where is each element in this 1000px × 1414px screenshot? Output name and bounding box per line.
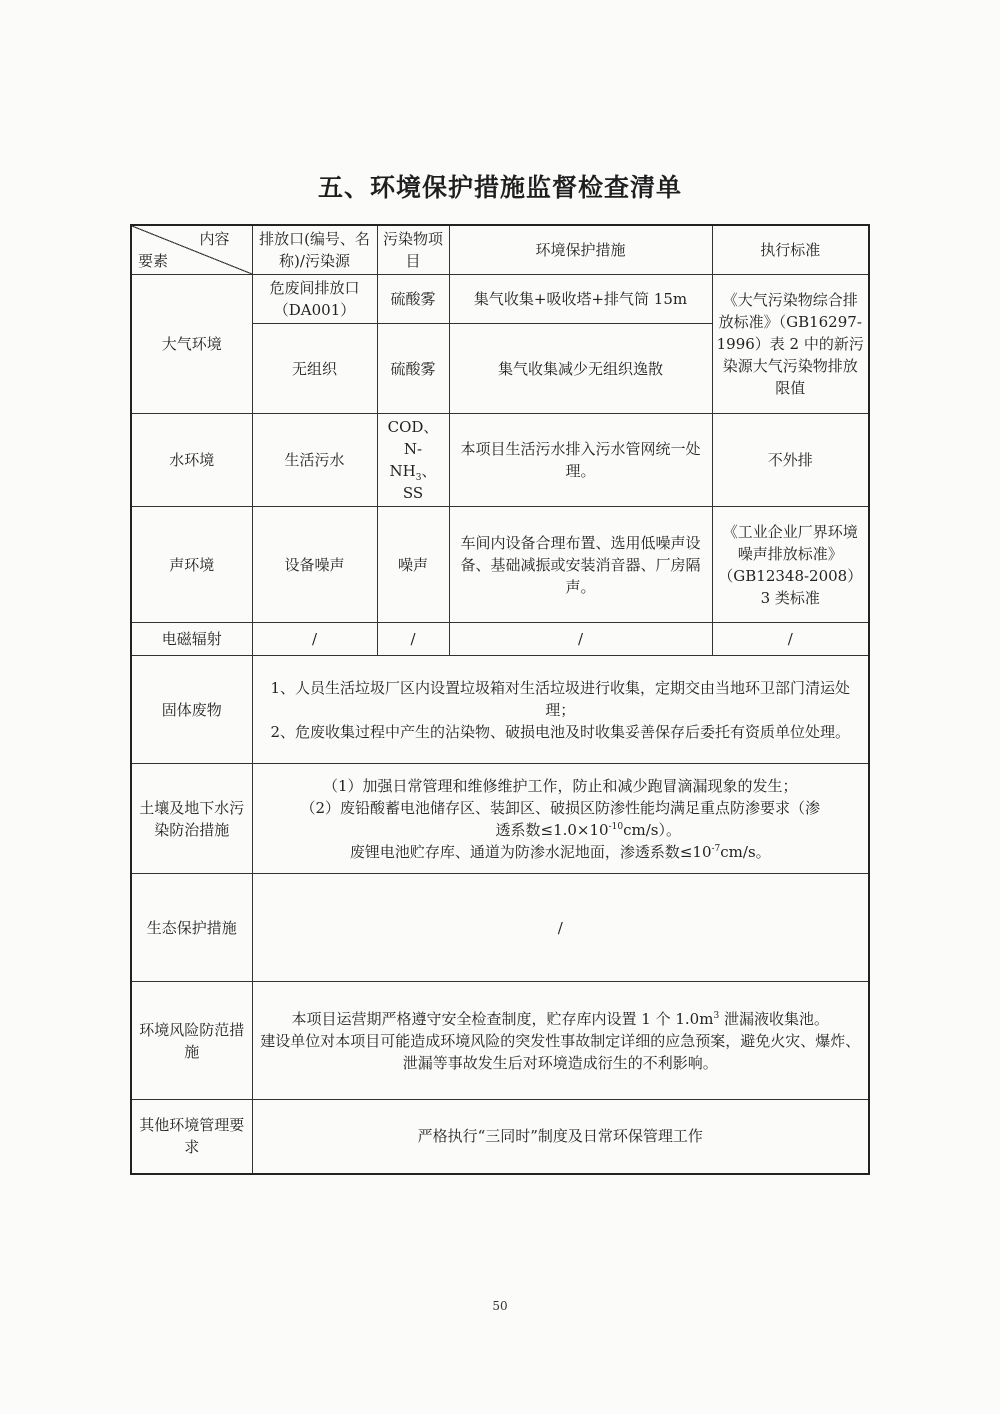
header-measures: 环境保护措施 [449,225,712,275]
water-pollutant [377,414,449,507]
table-row [131,507,869,623]
table-header-row [131,225,869,275]
water-pollutant-nh3: $N-NH_3$、 [389,440,437,483]
em-outlet: / [252,623,377,656]
table-row [131,764,869,874]
page-number: 50 [492,1299,508,1313]
solid-label: 固体废物 [131,656,252,764]
noise-label: 声环境 [131,507,252,623]
water-label: 水环境 [131,414,252,507]
water-pollutant-cod: COD、 [387,418,439,436]
header-pollutant: 污染物项目 [377,225,449,275]
soil-line-2: （2）废铅酸蓄电池储存区、装卸区、破损区防渗性能均满足重点防渗要求（渗 [300,798,821,817]
air-measure-2: 集气收集减少无组织逸散 [449,324,712,414]
table-row [131,1100,869,1174]
air-outlet-1: 危废间排放口（DA001） [252,275,377,324]
air-label: 大气环境 [131,275,252,414]
table-row [131,414,869,507]
table-row [131,623,869,656]
page-title: 五、环境保护措施监督检查清单 [317,173,682,202]
risk-line-1: 本项目运营期严格遵守安全检查制度，贮存库内设置 1 个 $1.0m^3$ 泄漏液收集池。 [291,1009,829,1028]
inspection-table [130,224,870,1175]
other-label: 其他环境管理要求 [131,1100,252,1174]
noise-measure: 车间内设备合理布置、选用低噪声设备、基础减振或安装消音器、厂房隔声。 [449,507,712,623]
soil-label: 土壤及地下水污染防治措施 [131,764,252,874]
solid-line-2: 2、危废收集过程中产生的沾染物、破损电池及时收集妥善保存后委托有资质单位处理。 [270,722,851,741]
eco-label: 生态保护措施 [131,874,252,982]
soil-line-3: 透系数$\le 1.0\times 10^{-10}cm/s$）。 [495,820,681,839]
water-measure: 本项目生活污水排入污水管网统一处理。 [449,414,712,507]
solid-line-1: 1、人员生活垃圾厂区内设置垃圾箱对生活垃圾进行收集，定期交由当地环卫部门清运处理； [270,678,851,719]
table-row [131,275,869,324]
air-measure-1: 集气收集+吸收塔+排气筒 15m [449,275,712,324]
header-diagonal-cell [131,225,252,275]
water-pollutant-ss: SS [402,484,424,502]
noise-outlet: 设备噪声 [252,507,377,623]
water-standard: 不外排 [712,414,869,507]
table-row [131,656,869,764]
noise-pollutant: 噪声 [377,507,449,623]
soil-content [252,764,869,874]
header-outlet: 排放口(编号、名称)/污染源 [252,225,377,275]
em-measure: / [449,623,712,656]
risk-label: 环境风险防范措施 [131,982,252,1100]
solid-content [252,656,869,764]
eco-content: / [252,874,869,982]
water-outlet: 生活污水 [252,414,377,507]
risk-content [252,982,869,1100]
risk-line-2: 建设单位对本项目可能造成环境风险的突发性事故制定详细的应急预案，避免火灾、爆炸、泄漏等事故发生后对环境造成衍生的不利影响。 [260,1031,861,1072]
air-pollutant-1: 硫酸雾 [377,275,449,324]
noise-standard: 《工业企业厂界环境噪声排放标准》（GB12348-2008）3 类标准 [712,507,869,623]
header-standard: 执行标准 [712,225,869,275]
table-row [131,874,869,982]
table-row [131,982,869,1100]
air-outlet-2: 无组织 [252,324,377,414]
air-pollutant-2: 硫酸雾 [377,324,449,414]
other-content: 严格执行“三同时”制度及日常环保管理工作 [252,1100,869,1174]
em-label: 电磁辐射 [131,623,252,656]
soil-line-1: （1）加强日常管理和维修维护工作，防止和减少跑冒滴漏现象的发生； [322,776,798,795]
em-standard: / [712,623,869,656]
soil-line-4: 废锂电池贮存库、通道为防渗水泥地面，渗透系数$\le 10^{-7}cm/s$。 [349,842,771,861]
header-content-label: 内容 [199,230,230,248]
header-element-label: 要素 [138,252,169,270]
air-standard: 《大气污染物综合排放标准》（GB16297-1996）表 2 中的新污染源大气污染物排放限值 [712,275,869,414]
em-pollutant: / [377,623,449,656]
